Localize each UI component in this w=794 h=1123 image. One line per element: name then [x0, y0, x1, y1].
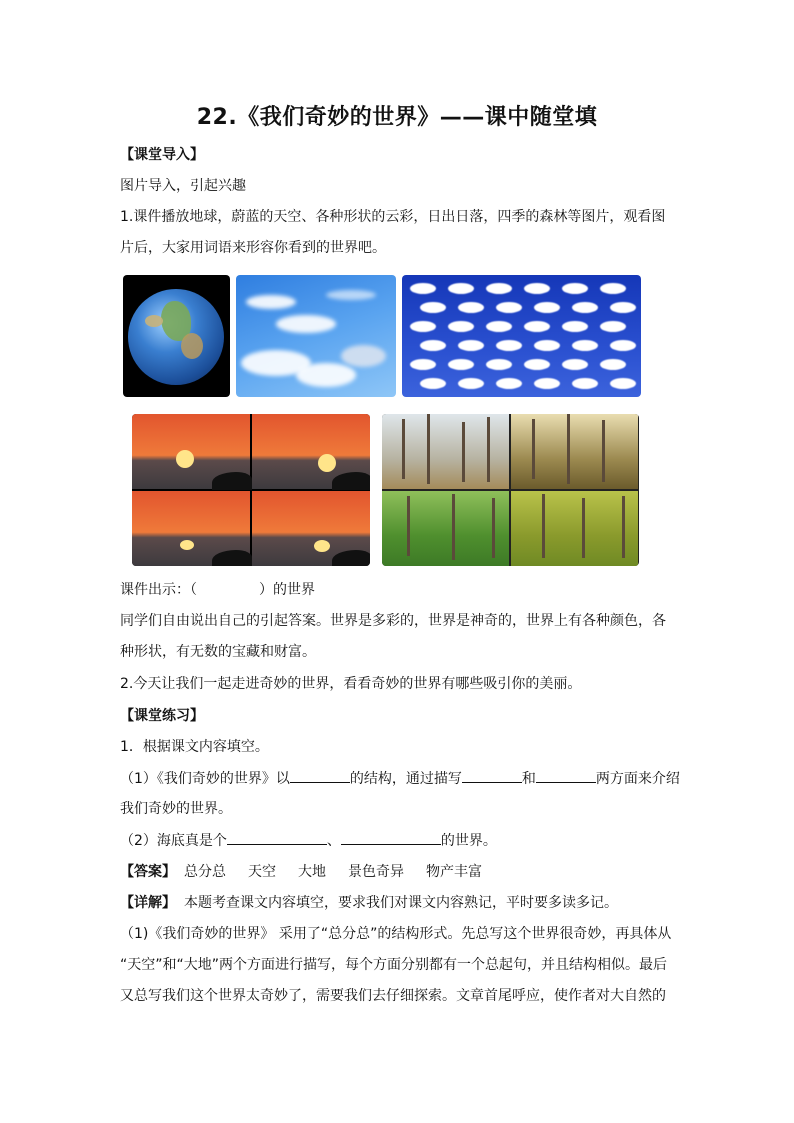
cloud-puff: [562, 321, 588, 332]
cloud-puff: [486, 359, 512, 370]
clouds-photo: [402, 275, 641, 397]
cloud-puff: [410, 359, 436, 370]
answer-blank[interactable]: [462, 768, 522, 783]
cloud-puff: [486, 321, 512, 332]
discussion-line-2: 种形状，有无数的宝藏和财富。: [120, 644, 316, 660]
cloud-puff: [486, 283, 512, 294]
blue-sky-photo: [236, 275, 396, 397]
cloud-puff: [448, 321, 474, 332]
intro-subheading: 图片导入，引起兴趣: [120, 178, 246, 194]
section-heading-intro: 【课堂导入】: [120, 147, 204, 163]
q1-2-text-b: 、: [326, 833, 341, 849]
q1-2-text-a: （2）海底真是个: [120, 833, 227, 849]
cloud-puff: [458, 302, 484, 313]
display-suffix: ）的世界: [259, 582, 315, 598]
cloud-puff: [496, 302, 522, 313]
intro-paragraph-line-2: 片后，大家用词语来形容你看到的世界吧。: [120, 240, 386, 256]
answer-blank[interactable]: [536, 768, 596, 783]
q1-1-text-c: 和: [521, 771, 536, 787]
cloud-puff: [496, 378, 522, 389]
question-1-1-line-2: 我们奇妙的世界。: [120, 801, 232, 817]
cloud-puff: [410, 321, 436, 332]
cloud-puff: [420, 340, 446, 351]
cloud-puff: [534, 378, 560, 389]
cloud-puff: [600, 321, 626, 332]
detail-label: 【详解】: [120, 895, 176, 911]
cloud-puff: [600, 283, 626, 294]
cloud-puff: [524, 321, 550, 332]
cloud-puff: [458, 340, 484, 351]
intro-paragraph-2: 2.今天让我们一起走进奇妙的世界，看看奇妙的世界有哪些吸引你的美丽。: [120, 676, 582, 692]
display-prompt: [120, 580, 315, 600]
question-1-2: [120, 830, 497, 851]
question-1: 1．根据课文内容填空。: [120, 739, 269, 755]
answer-row: [120, 862, 504, 882]
sunset-photo: [132, 414, 370, 566]
page-title: 22.《我们奇妙的世界》——课中随堂填: [196, 105, 598, 130]
answer-item: 物产丰富: [426, 864, 482, 880]
cloud-puff: [458, 378, 484, 389]
cloud-puff: [524, 283, 550, 294]
cloud-puff: [420, 378, 446, 389]
question-1-1: [120, 768, 680, 789]
answer-item: 天空: [248, 864, 276, 880]
detail-text: 本题考查课文内容填空，要求我们对课文内容熟记，平时要多读多记。: [184, 895, 618, 911]
cloud-puff: [572, 340, 598, 351]
q1-1-text-a: （1）《我们奇妙的世界》以: [120, 771, 290, 787]
q1-2-text-c: 的世界。: [440, 833, 497, 849]
cloud-puff: [562, 283, 588, 294]
cloud-puff: [534, 302, 560, 313]
cloud-puff: [562, 359, 588, 370]
answer-blank[interactable]: [341, 830, 441, 845]
answer-blank[interactable]: [290, 768, 350, 783]
cloud-puff: [600, 359, 626, 370]
q1-1-text-b: 的结构，通过描写: [349, 771, 462, 787]
discussion-line-1: 同学们自由说出自己的引起答案。世界是多彩的，世界是神奇的，世界上有各种颜色，各: [120, 613, 666, 629]
detail-paragraph-line-1: （1)《我们奇妙的世界》 采用了“总分总”的结构形式。先总写这个世界很奇妙，再具体从: [120, 926, 672, 942]
cloud-puff: [420, 302, 446, 313]
answer-item: 景色奇异: [348, 864, 404, 880]
cloud-puff: [572, 302, 598, 313]
q1-1-text-d: 两方面来介绍: [595, 771, 680, 787]
answer-item: 大地: [298, 864, 326, 880]
cloud-puff: [524, 359, 550, 370]
cloud-puff: [496, 340, 522, 351]
cloud-puff: [610, 340, 636, 351]
cloud-puff: [610, 302, 636, 313]
cloud-puff: [572, 378, 598, 389]
display-prefix: 课件出示：（: [120, 582, 197, 598]
cloud-puff: [448, 359, 474, 370]
cloud-puff: [534, 340, 560, 351]
detail-paragraph-line-3: 又总写我们这个世界太奇妙了，需要我们去仔细探索。文章首尾呼应，使作者对大自然的: [120, 988, 666, 1004]
answer-item: 总分总: [184, 864, 226, 880]
answer-label: 【答案】: [120, 864, 176, 880]
earth-photo: [123, 275, 230, 397]
section-heading-practice: 【课堂练习】: [120, 708, 204, 724]
cloud-puff: [610, 378, 636, 389]
detail-paragraph-line-2: “天空”和“大地”两个方面进行描写，每个方面分别都有一个总起句，并且结构相似。最后: [120, 957, 668, 973]
answer-blank[interactable]: [227, 830, 327, 845]
detail-row: [120, 893, 618, 913]
forest-photo: [382, 414, 639, 566]
cloud-puff: [410, 283, 436, 294]
cloud-puff: [448, 283, 474, 294]
intro-paragraph-line-1: 1.课件播放地球，蔚蓝的天空、各种形状的云彩，日出日落，四季的森林等图片，观看图: [120, 209, 666, 225]
